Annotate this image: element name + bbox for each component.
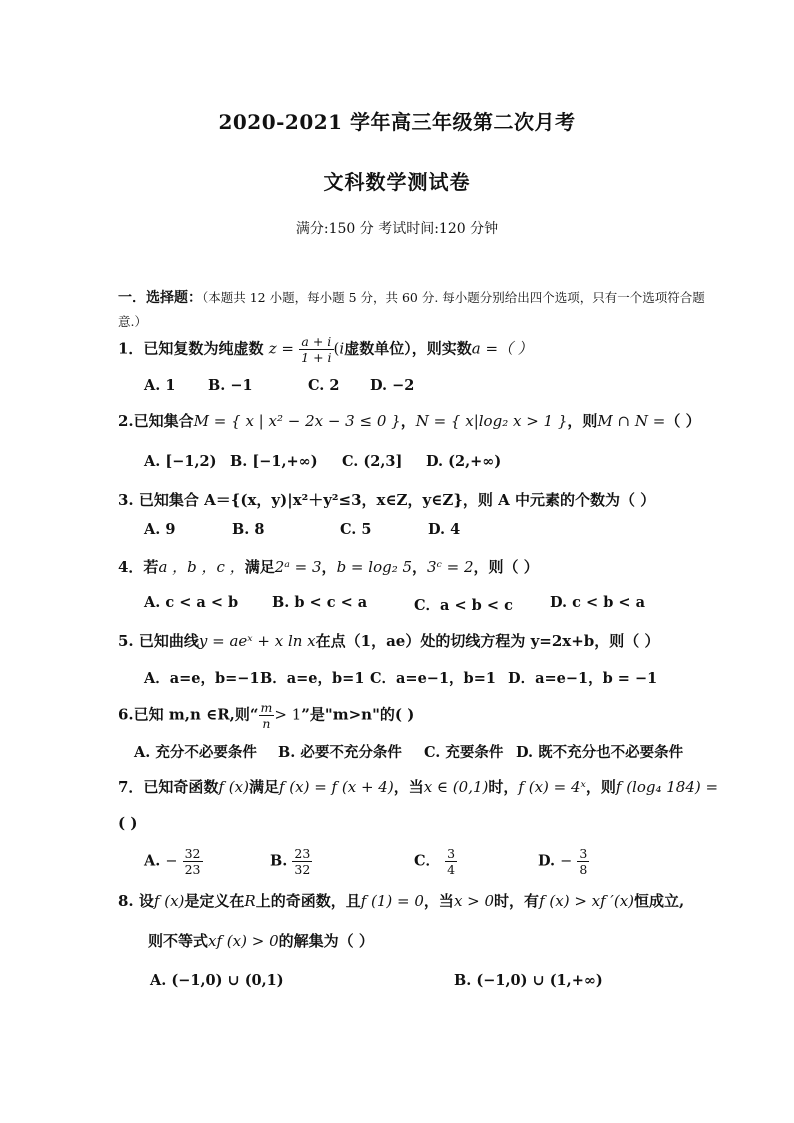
q1-denominator: 1 + i (301, 350, 332, 365)
q7-option-c-fraction (445, 846, 457, 877)
q2-text-2: ，则 (567, 412, 598, 430)
q2-option-b: B. [−1,+∞) (230, 453, 318, 470)
q7-option-d (538, 846, 589, 877)
q5-option-a: A．a=e，b=−1 (144, 670, 260, 687)
q7-option-a-num: 32 (184, 846, 201, 861)
q5-text-1: 5. 已知曲线 (118, 632, 199, 650)
q7-text-3: ，当 (393, 778, 424, 796)
q3-option-d: D. 4 (428, 521, 461, 538)
q4-option-a: A. c < a < b (144, 594, 239, 611)
q3-option-c: C. 5 (340, 521, 372, 538)
q7-option-d-fraction (577, 846, 589, 877)
q1-text-2: 虚数单位），则实数 (344, 339, 472, 358)
q7-option-d-num: 3 (579, 846, 588, 861)
section-instructions (118, 286, 714, 334)
q8-ineq: f (x) > xf ′(x) (539, 892, 634, 910)
q6-option-c: C. 充要条件 (424, 744, 504, 761)
q6-text-1: 6.已知 m,n ∈R,则“ (118, 705, 259, 724)
q1-option-d: D. −2 (370, 377, 415, 394)
q7-option-b-den: 32 (294, 862, 311, 877)
question-2 (118, 410, 701, 431)
q2-sep: ， (400, 412, 416, 430)
q8-text-4: ，当 (423, 892, 454, 910)
q2-option-a: A. [−1,2) (144, 453, 217, 470)
q6-fraction (259, 700, 275, 731)
q8-f1: f (1) = 0 (360, 892, 424, 910)
q4-cond-2: b = log₂ 5 (336, 558, 413, 576)
q7-period: f (x) = f (x + 4) (278, 778, 394, 796)
q4-cond-3: 3ᶜ = 2 (427, 558, 474, 576)
q8-text-8: 的解集为（ ） (278, 932, 374, 950)
question-4: 4．若a ，b ，c ，满足2ᵃ = 3，b = log₂ 5，3ᶜ = 2，则（ ） (118, 558, 539, 576)
q8-text-7: 则不等式 (148, 932, 209, 950)
q6-compare: > 1 (274, 705, 302, 724)
q8-text-6: 恒成立, (634, 892, 685, 910)
q7-option-a-sign: − (165, 853, 178, 870)
q1-option-c: C. 2 (308, 377, 340, 394)
q7-option-c-label: C． (414, 852, 441, 870)
q6-denominator: n (262, 716, 271, 731)
q2-intersection: M ∩ N = (597, 412, 666, 430)
question-5 (118, 630, 660, 651)
q7-option-c (414, 846, 457, 877)
question-7 (118, 776, 718, 797)
q8-cond: x > 0 (453, 892, 495, 910)
q7-domain: x ∈ (0,1) (423, 778, 489, 796)
q7-option-d-sign: − (560, 853, 573, 870)
q5-curve: y = aeˣ + x ln x (198, 632, 316, 650)
q1-i: i (339, 339, 345, 358)
q7-option-a-fraction (183, 846, 203, 877)
q8-option-b: B. (−1,0) ∪ (1,+∞) (454, 972, 603, 989)
q7-fx: f (x) (218, 778, 249, 796)
q1-paren: ( (333, 339, 340, 358)
q7-text-5: ，则 (585, 778, 616, 796)
exam-meta: 满分:150 分 考试时间:120 分钟 (295, 221, 499, 237)
q5-option-b: B．a=e，b=1 (260, 670, 365, 687)
q7-option-b (270, 846, 312, 877)
section-lead: 一．选择题： (118, 290, 202, 306)
q8-text-5: 时，有 (494, 892, 540, 910)
q5-text-2: 在点（1，ae）处的切线方程为 y=2x+b，则（ ） (315, 632, 660, 650)
q4-option-b: B. b < c < a (272, 594, 368, 611)
q4-text-3: ，则（ ） (473, 558, 539, 576)
q7-option-c-num: 3 (447, 846, 456, 861)
q8-option-a: A. (−1,0) ∪ (0,1) (150, 972, 284, 989)
q2-set-m: M = { x | x² − 2x − 3 ≤ 0 } (193, 412, 401, 430)
q2-set-n: N = { x|log₂ x > 1 } (415, 412, 568, 430)
q5-option-d: D．a=e−1，b = −1 (508, 670, 658, 687)
q1-lhs: z = (268, 339, 294, 358)
q7-option-a (144, 846, 203, 877)
q2-text-3: （ ） (665, 412, 701, 430)
q7-text-2: 满足 (248, 778, 279, 796)
q8-R: R (244, 892, 256, 910)
q5-option-c: C．a=e−1，b=1 (370, 670, 496, 687)
q8-text-3: 上的奇函数，且 (255, 892, 361, 910)
q3-option-a: A. 9 (144, 521, 176, 538)
q2-option-d: D. (2,+∞) (426, 453, 502, 470)
q1-text-1: 1．已知复数为纯虚数 (118, 339, 264, 358)
q7-paren: ( ) (118, 814, 138, 832)
q7-option-b-label: B. (270, 852, 288, 870)
q2-text-1: 2.已知集合 (118, 412, 194, 430)
q1-numerator: a + i (299, 334, 333, 350)
q7-definition: f (x) = 4ˣ (518, 778, 586, 796)
q7-option-b-fraction (292, 846, 312, 877)
q1-fraction (299, 334, 333, 365)
question-1 (118, 334, 533, 365)
q2-option-c: C. (2,3] (342, 453, 403, 470)
q7-text-1: 7．已知奇函数 (118, 778, 219, 796)
q1-answer: a =（ ） (471, 339, 533, 358)
q7-option-d-den: 8 (579, 862, 588, 877)
q4-cond-1: 2ᵃ = 3 (274, 558, 322, 576)
q7-option-d-label: D. (538, 852, 556, 870)
section-note: （本题共 12 小题，每小题 5 分，共 60 分. 每小题分别给出四个选项，只有一个选项符合题意.） (118, 290, 705, 329)
q4-vars: a ，b ，c ， (158, 558, 245, 576)
exam-subtitle: 文科数学测试卷 (323, 170, 471, 194)
q7-option-b-num: 23 (294, 846, 311, 861)
q7-text-4: 时， (488, 778, 519, 796)
q8-fx: f (x) (153, 892, 185, 910)
q6-option-b: B. 必要不充分条件 (278, 744, 402, 761)
q1-option-a: A. 1 (144, 377, 176, 394)
q8-text-1: 8. 设 (118, 892, 154, 910)
q6-text-2: ”是"m>n"的( ) (301, 705, 415, 724)
q3-option-b: B. 8 (232, 521, 265, 538)
question-8 (118, 890, 684, 911)
exam-title: 2020-2021 学年高三年级第二次月考 (218, 110, 576, 134)
question-3: 3. 已知集合 A＝{(x，y)|x²＋y²≤3，x∈Z，y∈Z}，则 A 中元素的个数为（ ） (118, 491, 656, 509)
question-8-line-2 (148, 930, 374, 951)
q7-option-c-den: 4 (447, 862, 456, 877)
q4-text-2: 满足 (244, 558, 275, 576)
q8-ineq-2: xf (x) > 0 (208, 932, 279, 950)
q7-ask: f (log₄ 184) = (615, 778, 719, 796)
q4-option-c: C．a < b < c (414, 597, 513, 614)
q4-option-d: D. c < b < a (550, 594, 646, 611)
q7-option-a-label: A. (144, 852, 161, 870)
question-6 (118, 700, 414, 731)
q6-option-a: A. 充分不必要条件 (134, 744, 257, 761)
q6-numerator: m (260, 700, 273, 715)
q1-option-b: B. −1 (208, 377, 253, 394)
q6-option-d: D. 既不充分也不必要条件 (516, 744, 684, 761)
q8-text-2: 是定义在 (184, 892, 245, 910)
q4-text-1: 4．若 (118, 558, 159, 576)
q7-option-a-den: 23 (184, 862, 201, 877)
